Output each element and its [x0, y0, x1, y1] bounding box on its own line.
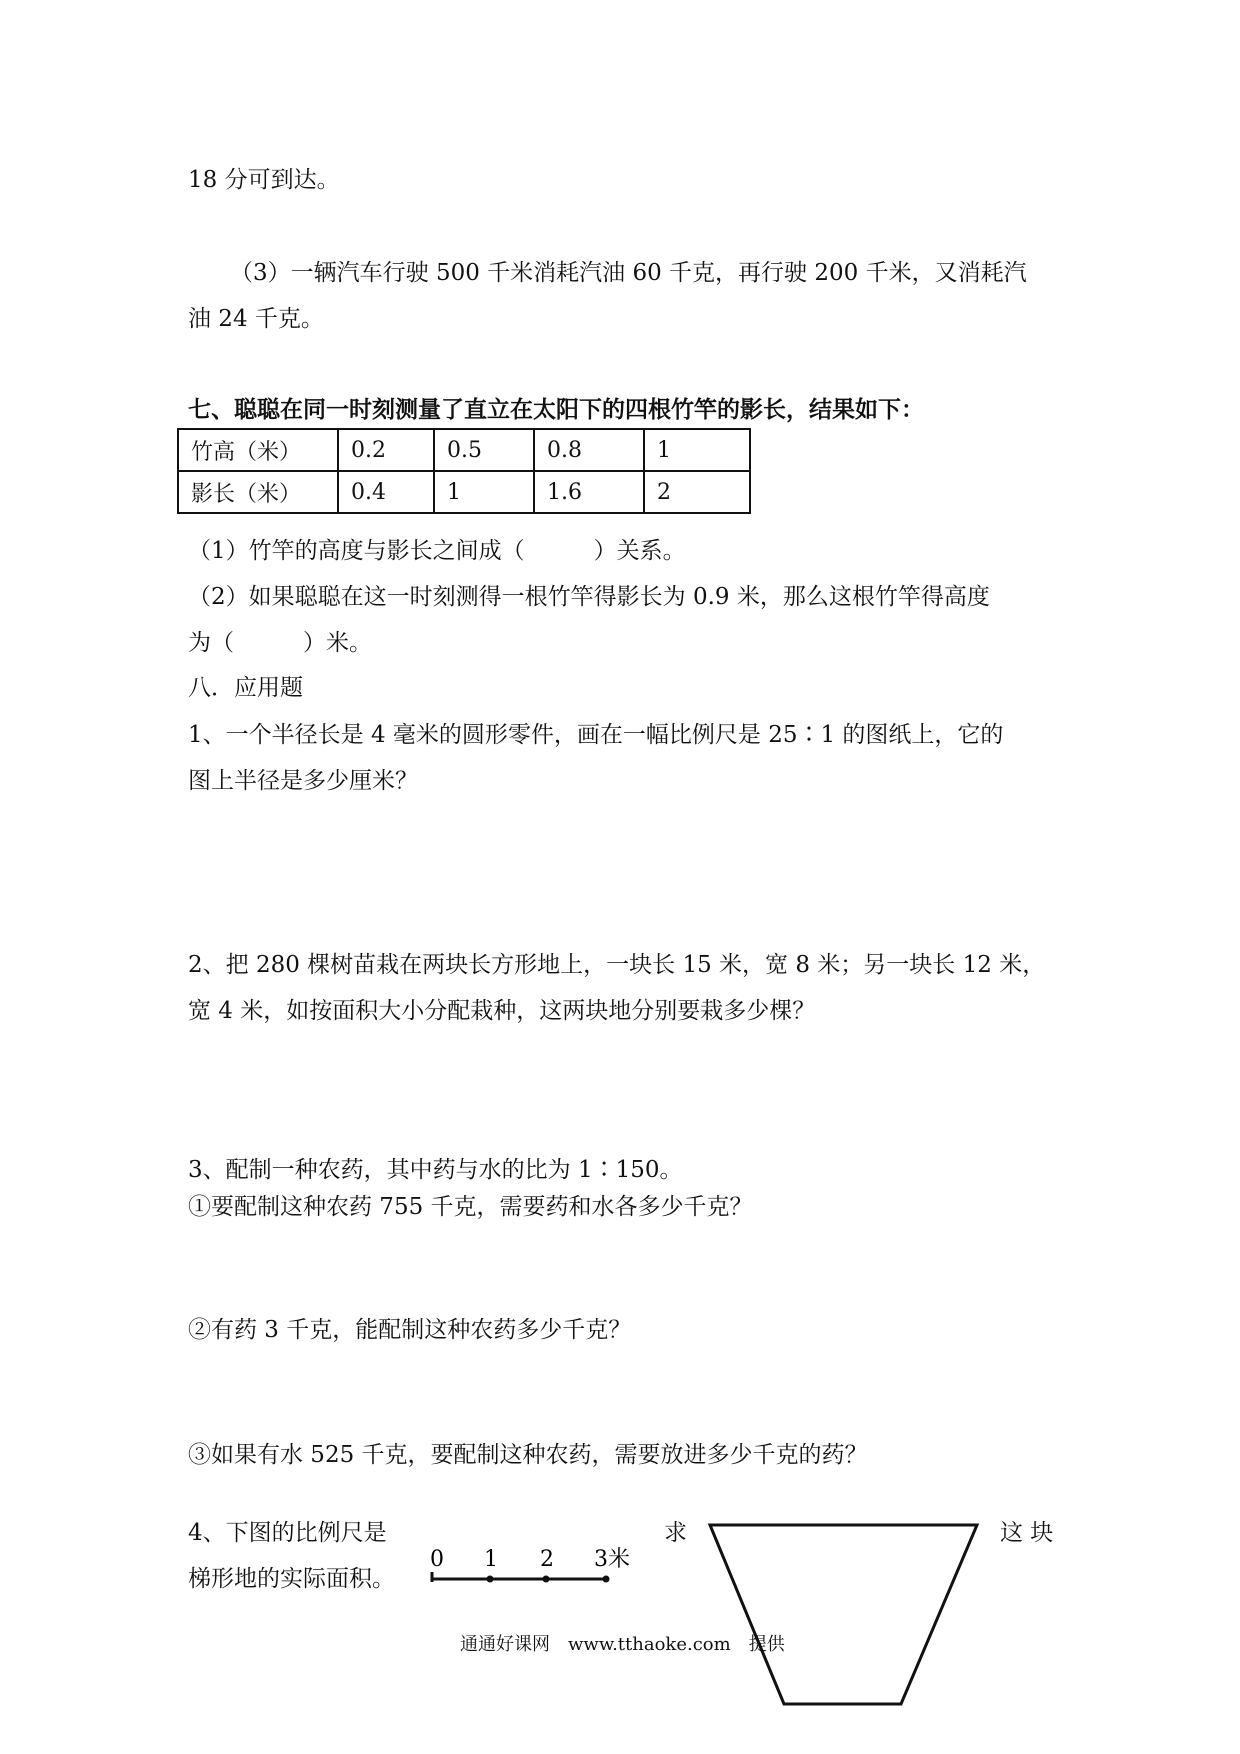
question-3-line-2: 油 24 千克。 — [188, 306, 324, 332]
trapezoid-figure — [700, 1520, 990, 1710]
bamboo-table — [177, 428, 751, 514]
section-7-question-2-line-1: （2）如果聪聪在这一时刻测得一根竹竿得影长为 0.9 米，那么这根竹竿得高度 — [188, 584, 990, 610]
table-row — [178, 429, 750, 471]
problem-3-sub-2: ②有药 3 千克，能配制这种农药多少千克？ — [188, 1317, 632, 1343]
table-cell: 0.2 — [338, 429, 434, 471]
section-7-question-2-line-2: 为（ ）米。 — [188, 630, 372, 656]
question-3-line-1: （3）一辆汽车行驶 500 千米消耗汽油 60 千克，再行驶 200 千米，又消耗汽 — [230, 260, 1027, 286]
problem-4-end: 这 块 — [1000, 1520, 1054, 1546]
problem-3-sub-3: ③如果有水 525 千克，要配制这种农药，需要放进多少千克的药？ — [188, 1442, 868, 1468]
section-7-title: 七、聪聪在同一时刻测量了直立在太阳下的四根竹竿的影长，结果如下： — [188, 396, 924, 423]
problem-2-line-2: 宽 4 米，如按面积大小分配栽种，这两块地分别要栽多少棵？ — [188, 998, 816, 1024]
table-row — [178, 471, 750, 513]
scale-bar — [422, 1520, 642, 1590]
text-line-1: 18 分可到达。 — [188, 167, 340, 193]
table-cell: 1 — [434, 471, 534, 513]
problem-4-mid: 求 — [664, 1520, 687, 1546]
scale-tick-dot — [603, 1576, 610, 1583]
scale-tick-label: 3米 — [594, 1547, 630, 1572]
scale-tick-label: 1 — [484, 1547, 498, 1572]
trapezoid-shape — [710, 1525, 977, 1704]
problem-3-line: 3、配制一种农药，其中药与水的比为 1∶150。 — [188, 1157, 683, 1183]
problem-3-sub-1: ①要配制这种农药 755 千克，需要药和水各多少千克？ — [188, 1194, 753, 1220]
table-cell: 2 — [644, 471, 750, 513]
section-8-title: 八．应用题 — [188, 675, 303, 701]
problem-1-line-2: 图上半径是多少厘米？ — [188, 768, 418, 794]
table-cell: 1 — [644, 429, 750, 471]
scale-tick-dot — [487, 1576, 494, 1583]
scale-tick-label: 2 — [540, 1547, 554, 1572]
table-cell: 1.6 — [534, 471, 644, 513]
problem-4-line-1: 4、下图的比例尺是 — [188, 1520, 387, 1546]
scale-tick-dot — [543, 1576, 550, 1583]
section-7-question-1: （1）竹竿的高度与影长之间成（ ）关系。 — [188, 538, 686, 564]
table-cell: 影长（米） — [178, 471, 338, 513]
problem-1-line-1: 1、一个半径长是 4 毫米的圆形零件，画在一幅比例尺是 25∶1 的图纸上，它的 — [188, 722, 1004, 748]
problem-4-line-2: 梯形地的实际面积。 — [188, 1566, 395, 1592]
problem-2-line-1: 2、把 280 棵树苗栽在两块长方形地上，一块长 15 米，宽 8 米；另一块长 12 米， — [188, 952, 1046, 978]
scale-tick-label: 0 — [430, 1547, 444, 1572]
table-cell: 0.4 — [338, 471, 434, 513]
table-cell: 竹高（米） — [178, 429, 338, 471]
footer-text: 通通好课网 www.tthaoke.com 提供 — [460, 1634, 785, 1655]
table-cell: 0.5 — [434, 429, 534, 471]
table-cell: 0.8 — [534, 429, 644, 471]
